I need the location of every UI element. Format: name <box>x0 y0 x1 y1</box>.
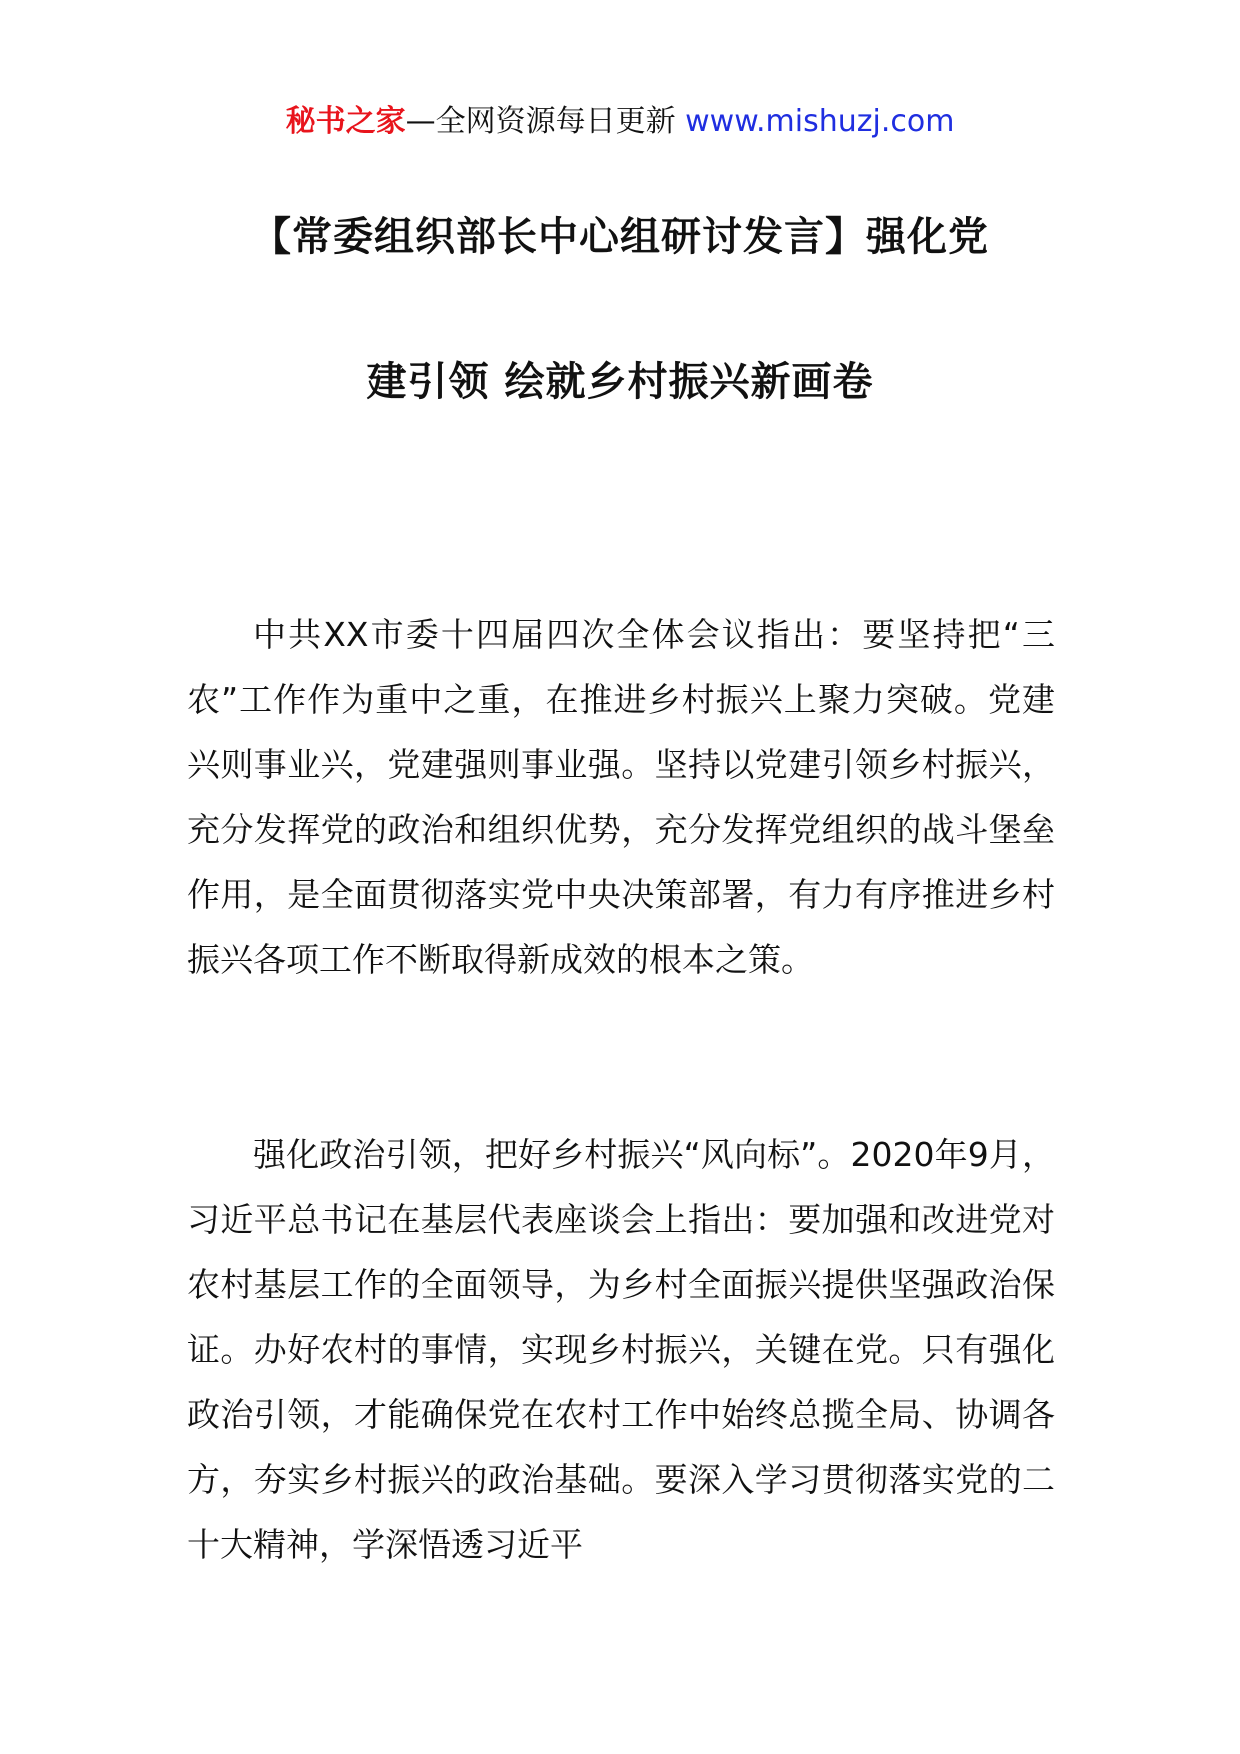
body-paragraph: 强化政治引领，把好乡村振兴“风向标”。2020年9月，习近平总书记在基层代表座谈会上指出：要加强和改进党对农村基层工作的全面领导，为乡村全面振兴提供坚强政治保证。办好农村的事情，实现乡村振兴，关键在党。只有强化政治引领，才能确保党在农村工作中始终总揽全局、协调各方，夯实乡村振兴的政治基础。要深入学习贯彻落实党的二十大精神，学深悟透习近平 <box>187 1135 1055 1564</box>
site-url-link[interactable]: www.mishuzj.com <box>685 104 955 139</box>
document-title <box>150 196 1090 486</box>
title-line-2: 建引领 绘就乡村振兴新画卷 <box>366 359 874 405</box>
body-paragraph-block-1 <box>187 602 1055 992</box>
body-paragraph-block-2 <box>187 1122 1055 1577</box>
header-tagline: —全网资源每日更新 <box>405 104 676 139</box>
title-line-1: 【常委组织部长中心组研讨发言】强化党 <box>251 214 989 260</box>
site-header-banner <box>0 100 1240 144</box>
brand-name: 秘书之家 <box>285 104 406 139</box>
body-paragraph: 中共XX市委十四届四次全体会议指出：要坚持把“三农”工作作为重中之重，在推进乡村振兴上聚力突破。党建兴则事业兴，党建强则事业强。坚持以党建引领乡村振兴，充分发挥党的政治和组织优势，充分发挥党组织的战斗堡垒作用，是全面贯彻落实党中央决策部署，有力有序推进乡村振兴各项工作不断取得新成效的根本之策。 <box>187 615 1055 979</box>
